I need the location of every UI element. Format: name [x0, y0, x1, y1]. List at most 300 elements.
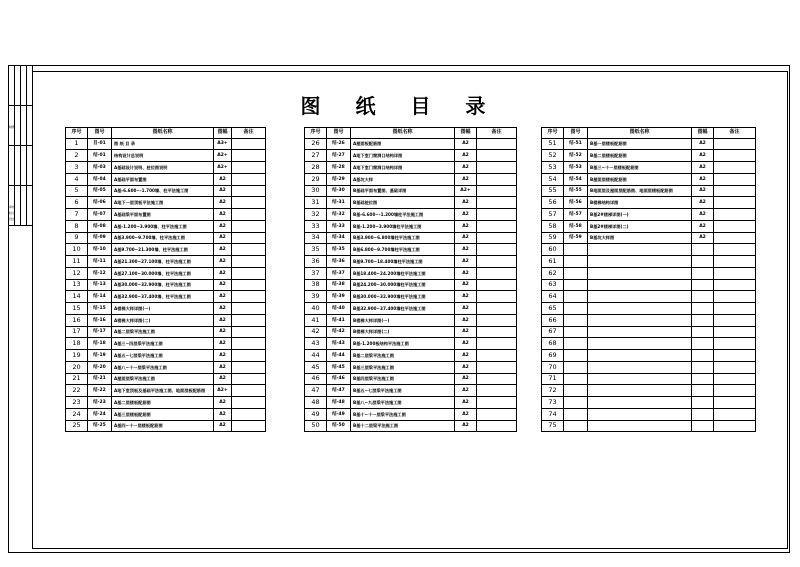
row-number: 70 — [542, 361, 564, 373]
drawing-name: A地下室门窗洞口结构详图 — [351, 150, 455, 162]
sheet-size: A2+ — [214, 162, 232, 174]
table-row — [305, 209, 517, 221]
sheet-size: A2 — [214, 361, 232, 373]
sheet-size: A2 — [214, 338, 232, 350]
remarks — [477, 267, 517, 279]
sheet-size: A2 — [214, 373, 232, 385]
table-row — [66, 185, 266, 197]
sheet-size — [692, 338, 714, 350]
remarks — [477, 138, 517, 150]
drawing-number — [564, 314, 588, 326]
column-header: 图幅 — [455, 128, 477, 139]
drawing-catalog-table-2 — [304, 127, 517, 432]
table-header-row — [542, 128, 756, 139]
drawing-name: B屋面层楼板配筋图 — [588, 173, 692, 185]
drawing-name: B地面层及屋面层配筋图、地面层楼板配筋图 — [588, 185, 692, 197]
sheet-size: A2 — [455, 267, 477, 279]
sheet-size: A2 — [692, 197, 714, 209]
sheet-size — [692, 385, 714, 397]
drawing-name — [588, 326, 692, 338]
drawing-number: 结-16 — [88, 314, 112, 326]
row-number: 68 — [542, 338, 564, 350]
row-number: 18 — [66, 338, 88, 350]
remarks — [477, 385, 517, 397]
remarks — [714, 338, 756, 350]
drawing-number: 结-05 — [88, 185, 112, 197]
remarks — [714, 291, 756, 303]
drawing-number: 结-18 — [88, 338, 112, 350]
table-row — [542, 256, 756, 268]
remarks — [477, 373, 517, 385]
remarks — [477, 197, 517, 209]
table-row — [542, 209, 756, 221]
row-number: 16 — [66, 314, 88, 326]
drawing-number: 结-17 — [88, 326, 112, 338]
table-row — [542, 162, 756, 174]
row-number: 35 — [305, 244, 327, 256]
sheet-size: A2 — [692, 138, 714, 150]
sheet-size: A2 — [455, 232, 477, 244]
row-number: 44 — [305, 350, 327, 362]
drawing-name: B基3.900~6.800墙柱平法施工图 — [351, 232, 455, 244]
drawing-name: A基21.300~27.100墙、柱平法施工图 — [112, 256, 214, 268]
remarks — [477, 397, 517, 409]
sheet-size: A2 — [455, 420, 477, 432]
drawing-number — [564, 397, 588, 409]
table-row — [305, 173, 517, 185]
row-number: 28 — [305, 162, 327, 174]
remarks — [714, 385, 756, 397]
drawing-number: 结-59 — [564, 232, 588, 244]
table-row — [66, 373, 266, 385]
sheet-size: A2 — [214, 279, 232, 291]
sheet-size: A2 — [455, 373, 477, 385]
table-row — [305, 326, 517, 338]
table-row — [66, 267, 266, 279]
drawing-name: B基二层梁平法施工图 — [351, 350, 455, 362]
sheet-size: A2 — [455, 279, 477, 291]
drawing-name: B基础平面布置图、基础详图 — [351, 185, 455, 197]
drawing-name — [588, 291, 692, 303]
table-header-row — [305, 128, 517, 139]
row-number: 37 — [305, 267, 327, 279]
row-number: 55 — [542, 185, 564, 197]
table-row — [542, 220, 756, 232]
row-number: 67 — [542, 326, 564, 338]
row-number: 63 — [542, 279, 564, 291]
sheet-size — [692, 397, 714, 409]
column-header: 图幅 — [692, 128, 714, 139]
table-row — [305, 373, 517, 385]
table-row — [66, 279, 266, 291]
remarks — [477, 256, 517, 268]
remarks — [232, 256, 266, 268]
sheet-size: A2 — [214, 397, 232, 409]
row-number: 72 — [542, 385, 564, 397]
column-header: 图纸名称 — [588, 128, 692, 139]
sheet-size — [692, 373, 714, 385]
table-row — [542, 397, 756, 409]
remarks — [714, 397, 756, 409]
row-number: 75 — [542, 420, 564, 432]
sheet-size: A2 — [455, 361, 477, 373]
remarks — [714, 303, 756, 315]
sheet-size — [692, 303, 714, 315]
sidebar-label: 设计 — [9, 217, 16, 221]
row-number: 69 — [542, 350, 564, 362]
drawing-name: 图 纸 目 录 — [112, 138, 214, 150]
drawing-name: A基二层楼板配筋图 — [112, 397, 214, 409]
table-row — [66, 232, 266, 244]
drawing-name: B基32.900~37.400墙柱平法施工图 — [351, 303, 455, 315]
table-row — [305, 244, 517, 256]
row-number: 52 — [542, 150, 564, 162]
table-row — [542, 408, 756, 420]
drawing-name: B基30.000~32.900墙柱平法施工图 — [351, 291, 455, 303]
remarks — [232, 373, 266, 385]
table-row — [305, 314, 517, 326]
drawing-name — [588, 350, 692, 362]
table-row — [542, 350, 756, 362]
drawing-name: A基础设计说明、桩位图说明 — [112, 162, 214, 174]
row-number: 34 — [305, 232, 327, 244]
row-number: 6 — [66, 197, 88, 209]
sheet-size: A2 — [692, 150, 714, 162]
table-row — [542, 138, 756, 150]
column-header: 序号 — [305, 128, 327, 139]
row-number: 31 — [305, 197, 327, 209]
drawing-name: B基6.800~9.700墙柱平法施工图 — [351, 244, 455, 256]
page-title: 图 纸 目 录 — [300, 94, 500, 118]
table-row — [305, 232, 517, 244]
table-row — [305, 385, 517, 397]
sheet-size: A2 — [455, 338, 477, 350]
drawing-name — [588, 397, 692, 409]
remarks — [714, 220, 756, 232]
column-header: 序号 — [542, 128, 564, 139]
table-row — [542, 420, 756, 432]
drawing-name — [588, 256, 692, 268]
column-header: 图幅 — [214, 128, 232, 139]
table-row — [66, 162, 266, 174]
drawing-number: 结-08 — [88, 220, 112, 232]
sheet-size — [692, 314, 714, 326]
remarks — [232, 138, 266, 150]
table-row — [542, 291, 756, 303]
remarks — [477, 350, 517, 362]
row-number: 8 — [66, 220, 88, 232]
row-number: 74 — [542, 408, 564, 420]
drawing-name: A基30.000~32.900墙、柱平法施工图 — [112, 279, 214, 291]
sheet-size: A2 — [692, 209, 714, 221]
sheet-size: A2 — [455, 350, 477, 362]
sheet-size — [692, 267, 714, 279]
drawing-name: B基八~九层梁平法施工图 — [351, 397, 455, 409]
table-row — [66, 326, 266, 338]
remarks — [714, 373, 756, 385]
drawing-number: 结-51 — [564, 138, 588, 150]
column-header: 图纸名称 — [351, 128, 455, 139]
drawing-number: 结-23 — [88, 397, 112, 409]
remarks — [232, 420, 266, 432]
drawing-number — [564, 256, 588, 268]
remarks — [232, 279, 266, 291]
column-header: 序号 — [66, 128, 88, 139]
row-number: 10 — [66, 244, 88, 256]
table-row — [542, 314, 756, 326]
table-row — [66, 138, 266, 150]
table-row — [305, 220, 517, 232]
table-row — [305, 303, 517, 315]
drawing-number: 结-36 — [327, 256, 351, 268]
table-row — [542, 173, 756, 185]
row-number: 32 — [305, 209, 327, 221]
drawing-name: A基三层楼板配筋图 — [112, 408, 214, 420]
remarks — [714, 361, 756, 373]
drawing-number: 结-35 — [327, 244, 351, 256]
table-row — [542, 361, 756, 373]
drawing-name: A地下室门窗洞口结构详图 — [351, 162, 455, 174]
remarks — [714, 408, 756, 420]
drawing-name: A基四~十一层楼板配筋图 — [112, 420, 214, 432]
drawing-name: B楼梯大样详图(二) — [351, 326, 455, 338]
drawing-number — [564, 350, 588, 362]
row-number: 27 — [305, 150, 327, 162]
drawing-name — [588, 267, 692, 279]
drawing-name — [588, 279, 692, 291]
row-number: 50 — [305, 420, 327, 432]
sheet-size: A3+ — [214, 138, 232, 150]
drawing-number — [564, 338, 588, 350]
drawing-number: 结-45 — [327, 361, 351, 373]
remarks — [477, 361, 517, 373]
table-row — [66, 385, 266, 397]
table-row — [66, 256, 266, 268]
remarks — [477, 303, 517, 315]
table-row — [66, 361, 266, 373]
drawing-number: 结-39 — [327, 291, 351, 303]
remarks — [714, 138, 756, 150]
sheet-size: A2 — [214, 197, 232, 209]
remarks — [714, 314, 756, 326]
table-row — [542, 279, 756, 291]
drawing-number: 结-58 — [564, 220, 588, 232]
remarks — [232, 209, 266, 221]
row-number: 14 — [66, 291, 88, 303]
drawing-name: A基32.900~37.400墙、柱平法施工图 — [112, 291, 214, 303]
row-number: 13 — [66, 279, 88, 291]
row-number: 41 — [305, 314, 327, 326]
sheet-size — [692, 244, 714, 256]
sheet-size: A2 — [214, 220, 232, 232]
sheet-size: A2 — [455, 256, 477, 268]
sheet-size: A2 — [214, 232, 232, 244]
table-row — [542, 326, 756, 338]
sidebar-label: 审核 — [9, 205, 16, 209]
drawing-number: 结-32 — [327, 209, 351, 221]
drawing-name: A基9.700~21.300墙、柱平法施工图 — [112, 244, 214, 256]
drawing-name: A基-6.600~-1.700墙、柱平法施工图 — [112, 185, 214, 197]
column-header: 图纸名称 — [112, 128, 214, 139]
row-number: 49 — [305, 408, 327, 420]
drawing-number: 结-13 — [88, 279, 112, 291]
drawing-number: 结-01 — [88, 150, 112, 162]
row-number: 42 — [305, 326, 327, 338]
drawing-name — [588, 338, 692, 350]
table-row — [66, 314, 266, 326]
drawing-number: 结-14 — [88, 291, 112, 303]
drawing-number: 结-20 — [88, 361, 112, 373]
sidebar-label: 制图 — [9, 125, 16, 129]
sheet-size: A2 — [214, 267, 232, 279]
remarks — [714, 209, 756, 221]
table-row — [542, 232, 756, 244]
sheet-size — [692, 256, 714, 268]
drawing-number: 结-22 — [88, 385, 112, 397]
drawing-name — [588, 244, 692, 256]
remarks — [477, 338, 517, 350]
drawing-name: A楼梯大样详图(二) — [112, 314, 214, 326]
row-number: 60 — [542, 244, 564, 256]
table-row — [305, 350, 517, 362]
drawing-name: A基础平面布置图 — [112, 173, 214, 185]
remarks — [477, 173, 517, 185]
sheet-size — [692, 408, 714, 420]
sheet-size: A2 — [455, 197, 477, 209]
column-header: 备注 — [714, 128, 756, 139]
remarks — [232, 244, 266, 256]
remarks — [232, 361, 266, 373]
remarks — [714, 326, 756, 338]
remarks — [232, 303, 266, 315]
drawing-name: A基五~七层梁平法施工图 — [112, 350, 214, 362]
column-header: 备注 — [232, 128, 266, 139]
drawing-number: 结-07 — [88, 209, 112, 221]
sheet-size: A2 — [455, 150, 477, 162]
table-header-row — [66, 128, 266, 139]
row-number: 48 — [305, 397, 327, 409]
remarks — [477, 326, 517, 338]
sheet-size: A2 — [455, 397, 477, 409]
remarks — [477, 291, 517, 303]
drawing-name: B基础桩位图 — [351, 197, 455, 209]
drawing-name: B基坑大样图 — [588, 232, 692, 244]
drawing-number: 结-09 — [88, 232, 112, 244]
row-number: 46 — [305, 373, 327, 385]
drawing-number: 结-56 — [564, 197, 588, 209]
remarks — [232, 162, 266, 174]
remarks — [232, 197, 266, 209]
drawing-number: 结-31 — [327, 197, 351, 209]
table-row — [305, 256, 517, 268]
row-number: 30 — [305, 185, 327, 197]
drawing-number — [564, 244, 588, 256]
table-row — [66, 303, 266, 315]
remarks — [477, 220, 517, 232]
drawing-number: 结-37 — [327, 267, 351, 279]
drawing-number: 结-41 — [327, 314, 351, 326]
drawing-name: B基十二层梁平法施工图 — [351, 420, 455, 432]
row-number: 66 — [542, 314, 564, 326]
drawing-number: 结-12 — [88, 267, 112, 279]
remarks — [477, 150, 517, 162]
drawing-name: A地下室顶板及基础平法施工图、地面层板配筋图 — [112, 385, 214, 397]
drawing-number: 结-34 — [327, 232, 351, 244]
drawing-number: 结-44 — [327, 350, 351, 362]
remarks — [477, 420, 517, 432]
drawing-name: B基三层梁平法施工图 — [351, 361, 455, 373]
column-header: 图号 — [564, 128, 588, 139]
drawing-name: A地下一层顶板平法施工图 — [112, 197, 214, 209]
drawing-number: 结-49 — [327, 408, 351, 420]
drawing-number: 结-48 — [327, 397, 351, 409]
sheet-size: A2 — [214, 326, 232, 338]
remarks — [232, 150, 266, 162]
row-number: 24 — [66, 408, 88, 420]
drawing-number: 结-06 — [88, 197, 112, 209]
drawing-number: 结-25 — [88, 420, 112, 432]
drawing-name: B基-1.200~3.900墙柱平法施工图 — [351, 220, 455, 232]
drawing-number: 结-52 — [564, 150, 588, 162]
table-row — [542, 244, 756, 256]
sheet-size: A2 — [214, 314, 232, 326]
table-row — [305, 185, 517, 197]
sheet-size: A2 — [692, 185, 714, 197]
column-header: 备注 — [477, 128, 517, 139]
drawing-number: 结-38 — [327, 279, 351, 291]
row-number: 15 — [66, 303, 88, 315]
drawing-number: 结-40 — [327, 303, 351, 315]
table-row — [66, 350, 266, 362]
row-number: 56 — [542, 197, 564, 209]
drawing-name: B基2#楼梯详图(一) — [588, 209, 692, 221]
row-number: 17 — [66, 326, 88, 338]
sheet-size: A2 — [214, 185, 232, 197]
drawing-name: B基2#楼梯详图(二) — [588, 220, 692, 232]
remarks — [477, 162, 517, 174]
drawing-number — [564, 303, 588, 315]
row-number: 61 — [542, 256, 564, 268]
row-number: 36 — [305, 256, 327, 268]
drawing-number — [564, 291, 588, 303]
table-row — [66, 397, 266, 409]
drawing-number: 结-30 — [327, 185, 351, 197]
row-number: 62 — [542, 267, 564, 279]
remarks — [232, 338, 266, 350]
drawing-number — [564, 326, 588, 338]
drawing-number: 结-50 — [327, 420, 351, 432]
drawing-name — [588, 420, 692, 432]
sheet-size: A2 — [455, 138, 477, 150]
table-row — [305, 361, 517, 373]
sheet-size: A2 — [455, 244, 477, 256]
row-number: 51 — [542, 138, 564, 150]
table-row — [542, 303, 756, 315]
drawing-number: 结-33 — [327, 220, 351, 232]
table-row — [305, 162, 517, 174]
remarks — [232, 326, 266, 338]
drawing-number — [564, 408, 588, 420]
table-row — [542, 197, 756, 209]
table-row — [66, 209, 266, 221]
drawing-name — [588, 385, 692, 397]
sheet-size: A2 — [455, 162, 477, 174]
sheet-size: A2 — [692, 173, 714, 185]
drawing-number — [564, 373, 588, 385]
table-row — [66, 150, 266, 162]
table-row — [66, 244, 266, 256]
drawing-name: A基八~十一层梁平法施工图 — [112, 361, 214, 373]
